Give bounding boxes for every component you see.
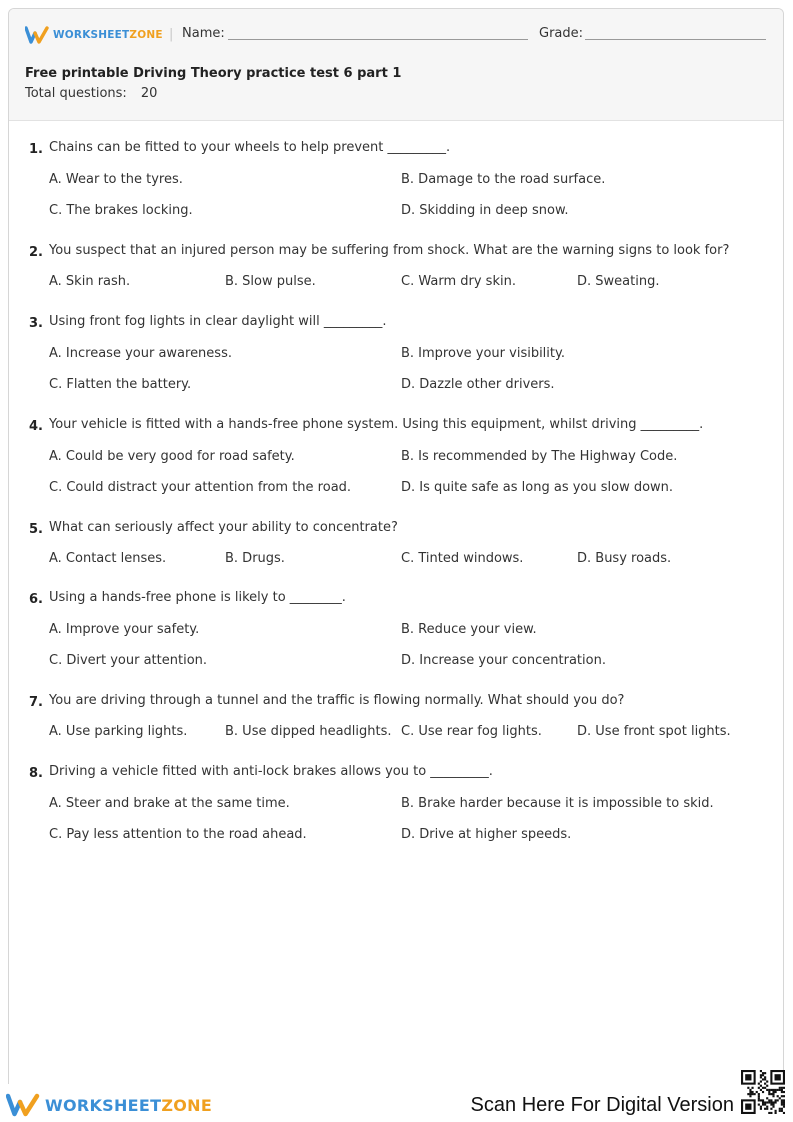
worksheet-title: Free printable Driving Theory practice test 6 part 1 xyxy=(25,66,402,81)
answer-option[interactable]: A. Steer and brake at the same time. xyxy=(49,796,290,811)
question-text: You are driving through a tunnel and the traffic is flowing normally. What should you do? xyxy=(49,693,625,708)
answer-option[interactable]: A. Increase your awareness. xyxy=(49,346,232,361)
answer-option[interactable]: D. Skidding in deep snow. xyxy=(401,203,569,218)
answer-option[interactable]: B. Damage to the road surface. xyxy=(401,172,606,187)
worksheet-page xyxy=(8,8,784,1084)
question-number: 2. xyxy=(29,245,43,260)
answer-option[interactable]: A. Use parking lights. xyxy=(49,724,188,739)
question-text: Your vehicle is fitted with a hands-free phone system. Using this equipment, whilst driving _________. xyxy=(49,417,704,432)
grade-line[interactable] xyxy=(585,39,766,40)
question-number: 5. xyxy=(29,522,43,537)
question-text: Chains can be fitted to your wheels to help prevent _________. xyxy=(49,140,451,155)
question-text: Using front fog lights in clear daylight will _________. xyxy=(49,314,387,329)
answer-option[interactable]: B. Reduce your view. xyxy=(401,622,537,637)
answer-option[interactable]: D. Dazzle other drivers. xyxy=(401,377,555,392)
worksheet-header xyxy=(9,9,783,121)
question-text: Driving a vehicle fitted with anti-lock brakes allows you to _________. xyxy=(49,764,493,779)
answer-option[interactable]: A. Could be very good for road safety. xyxy=(49,449,295,464)
question-text: What can seriously affect your ability to concentrate? xyxy=(49,520,398,535)
footer-word-zone: ZONE xyxy=(161,1095,213,1115)
answer-option[interactable]: B. Brake harder because it is impossible to skid. xyxy=(401,796,714,811)
question-text: Using a hands-free phone is likely to ________. xyxy=(49,590,346,605)
header-divider: | xyxy=(169,27,174,42)
name-label: Name: xyxy=(182,26,225,41)
answer-option[interactable]: A. Contact lenses. xyxy=(49,551,167,566)
question-number: 1. xyxy=(29,142,43,157)
total-questions xyxy=(25,86,157,101)
footer-logo xyxy=(6,1093,212,1117)
answer-option[interactable]: B. Use dipped headlights. xyxy=(225,724,392,739)
qr-code-icon[interactable] xyxy=(741,1070,785,1114)
total-questions-label: Total questions: xyxy=(25,86,127,101)
logo-word-worksheet: WORKSHEET xyxy=(53,29,130,41)
question-number: 7. xyxy=(29,695,43,710)
answer-option[interactable]: A. Skin rash. xyxy=(49,274,131,289)
answer-option[interactable]: C. The brakes locking. xyxy=(49,203,193,218)
answer-option[interactable]: C. Warm dry skin. xyxy=(401,274,516,289)
scan-text: Scan Here For Digital Version xyxy=(470,1094,734,1116)
answer-option[interactable]: C. Divert your attention. xyxy=(49,653,208,668)
answer-option[interactable]: B. Is recommended by The Highway Code. xyxy=(401,449,678,464)
worksheet-zone-logo xyxy=(25,25,163,45)
answer-option[interactable]: C. Use rear fog lights. xyxy=(401,724,542,739)
answer-option[interactable]: A. Improve your safety. xyxy=(49,622,200,637)
question-number: 6. xyxy=(29,592,43,607)
question-number: 3. xyxy=(29,316,43,331)
answer-option[interactable]: D. Is quite safe as long as you slow down. xyxy=(401,480,674,495)
answer-option[interactable]: D. Drive at higher speeds. xyxy=(401,827,572,842)
logo-word-zone: ZONE xyxy=(129,29,163,41)
answer-option[interactable]: C. Tinted windows. xyxy=(401,551,524,566)
logo-w-icon xyxy=(25,26,49,44)
answer-option[interactable]: C. Flatten the battery. xyxy=(49,377,192,392)
answer-option[interactable]: B. Slow pulse. xyxy=(225,274,316,289)
question-text: You suspect that an injured person may be suffering from shock. What are the warning signs to look for? xyxy=(49,243,730,258)
answer-option[interactable]: D. Increase your concentration. xyxy=(401,653,606,668)
question-number: 8. xyxy=(29,766,43,781)
answer-option[interactable]: D. Busy roads. xyxy=(577,551,672,566)
answer-option[interactable]: C. Could distract your attention from the road. xyxy=(49,480,352,495)
answer-option[interactable]: D. Use front spot lights. xyxy=(577,724,731,739)
question-number: 4. xyxy=(29,419,43,434)
answer-option[interactable]: A. Wear to the tyres. xyxy=(49,172,183,187)
grade-label: Grade: xyxy=(539,26,584,41)
footer-word-worksheet: WORKSHEET xyxy=(45,1095,162,1115)
total-questions-value: 20 xyxy=(140,86,158,101)
answer-option[interactable]: B. Improve your visibility. xyxy=(401,346,565,361)
answer-option[interactable]: B. Drugs. xyxy=(225,551,285,566)
footer-logo-w-icon xyxy=(6,1093,40,1117)
answer-option[interactable]: C. Pay less attention to the road ahead. xyxy=(49,827,307,842)
name-line[interactable] xyxy=(228,39,528,40)
answer-option[interactable]: D. Sweating. xyxy=(577,274,660,289)
